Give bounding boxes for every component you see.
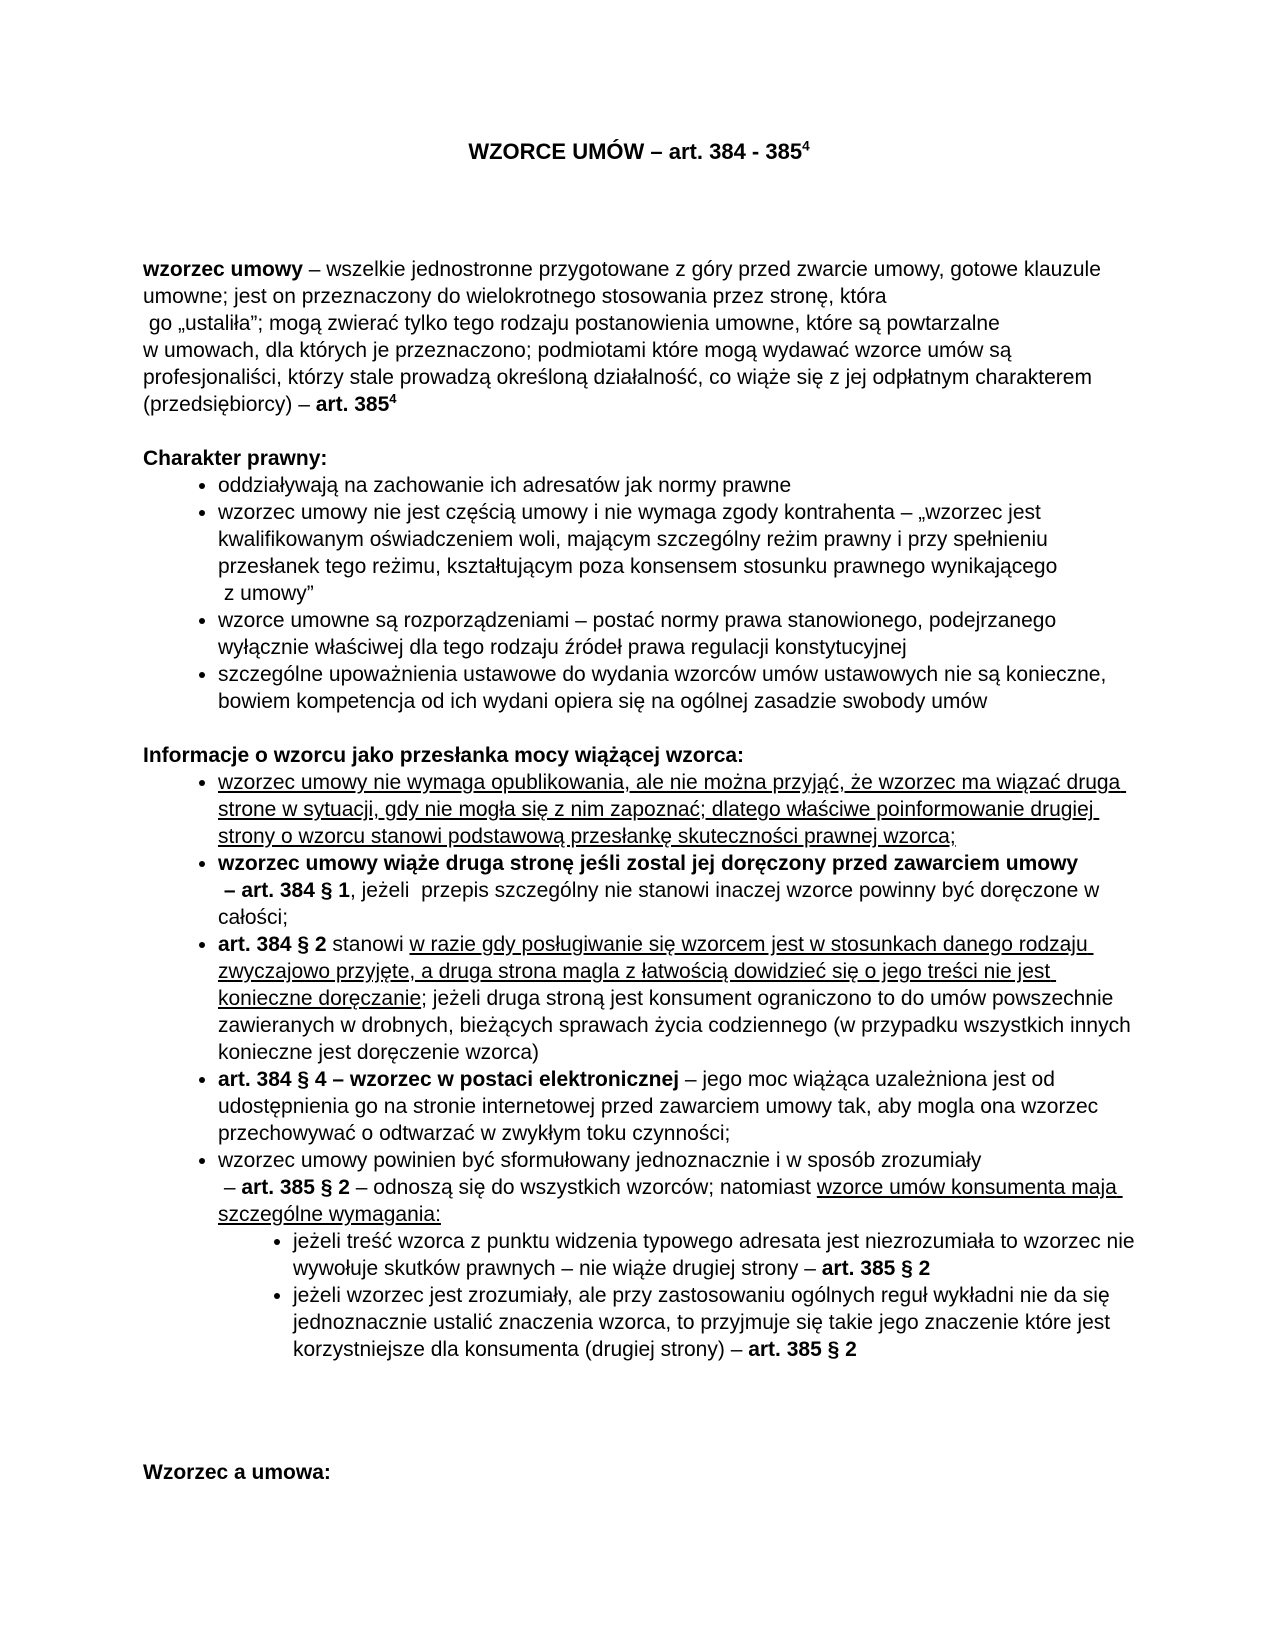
text-run: wzorzec umowy powinien być sformułowany jednoznacznie i w sposób zrozumiały [218,1149,982,1172]
nested-bullet-list [218,1228,1141,1363]
text-run: art. 385 § 2 [748,1338,857,1361]
text-run: szczególne upoważnienia ustawowe do wydania wzorców umów ustawowych nie są konieczne, bowiem kompetencja od ich wydani opiera się na ogólnej zasadzie swobody umów [218,663,1113,713]
text-run: wzorzec umowy nie wymaga opublikowania, ale nie można przyjąć, że wzorzec ma wiązać druga strone w sytuacji, gdy nie mogła się z nim zapoznać; dlatego właściwe poinformowanie drugiej strony o wzorcu stanowi podstawową przesłankę skuteczności prawnej wzorca; [218,771,1127,848]
text-run: – [218,1176,242,1199]
text-run: wzorzec umowy wiąże druga stronę jeśli zostal jej doręczony przed zawarciem umowy [218,852,1079,875]
text-run: – jego moc wiążąca uzależniona jest od udostępnienia go na stronie internetowej przed zawarciem umowy tak, aby mogla ona wzorzec przechowywać o odtwarzać w zwykłym toku czynności; [218,1068,1104,1145]
text-run: wzorce umów konsumenta maja szczególne wymagania: [218,1176,1123,1226]
text-run: WZORCE UMÓW – art. 384 - 385 [468,139,803,164]
bullet-item [293,1228,1141,1282]
text-run: wzorce umowne są rozporządzeniami – postać normy prawa stanowionego, podejrzanego wyłącznie właściwej dla tego rodzaju źródeł prawa regulacji konstytucyjnej [218,609,1062,659]
document-content [143,138,1141,1486]
section-heading [143,742,1135,769]
bullet-item [218,850,1135,931]
text-run: Informacje o wzorcu jako przesłanka mocy wiążącej wzorca: [143,744,745,767]
text-run: jeżeli wzorzec jest zrozumiały, ale przy zastosowaniu ogólnych reguł wykładni nie da się jednoznacznie ustalić znaczenia wzorca, to przyjmuje się takie jego znaczenie które jest korzystniejsze dla konsumenta (drugiej strony) – [293,1284,1116,1361]
text-run: Wzorzec a umowa: [143,1461,331,1484]
text-run: stanowi [326,933,410,956]
text-run: art. 385 § 2 [241,1176,350,1199]
bullet-item [218,499,1135,607]
text-run: ; jeżeli druga stroną jest konsument ograniczono to do umów powszechnie zawieranych w drobnych, bieżących sprawach życia codziennego (w przypadku wszystkich innych konieczne jest doręczenie wzorca) [218,987,1137,1064]
bullet-item [218,769,1135,850]
text-run: , jeżeli przepis szczególny nie stanowi inaczej wzorce powinny być doręczone w całości; [218,879,1106,929]
bullet-item [218,472,1135,499]
section-heading [143,1459,1135,1486]
bullet-item [218,931,1135,1066]
bullet-list [143,769,1141,1363]
text-run: jeżeli treść wzorca z punktu widzenia typowego adresata jest niezrozumiała to wzorzec nie wywołuje skutków prawnych – nie wiąże drugiej strony – [293,1230,1141,1280]
text-run: art. 384 § 2 [218,933,327,956]
text-run: art. 385 § 2 [821,1257,931,1280]
bullet-item [293,1282,1135,1363]
text-run: 4 [802,138,810,154]
text-run: – wszelkie jednostronne przygotowane z góry przed zwarcie umowy, gotowe klauzule umowne; jest on przeznaczony do wielokrotnego stosowania przez stronę, która [143,258,1107,308]
text-run: w umowach, dla których je przeznaczono; podmiotami które mogą wydawać wzorce umów są profesjonaliści, którzy stale prowadzą określoną działalność, co wiąże się z jej odpłatnym charakterem (przedsiębiorcy) – [143,339,1098,416]
text-run: oddziaływają na zachowanie ich adresatów jak normy prawne [218,474,792,497]
text-run: – odnoszą się do wszystkich wzorców; natomiast [349,1176,817,1199]
bullet-item [218,607,1135,661]
bullet-item [218,1147,1141,1363]
paragraph [143,256,1135,418]
document-title [143,138,1135,165]
bullet-list [143,472,1135,715]
text-run: – art. 384 § 1 [218,879,350,902]
bullet-item [218,1066,1135,1147]
text-run: art. 384 § 4 – wzorzec w postaci elektronicznej [218,1068,680,1091]
text-run: art. 385 [315,393,390,416]
text-run: 4 [389,391,397,406]
bullet-item [218,661,1135,715]
text-run: z umowy” [218,582,314,605]
text-run: w razie gdy posługiwanie się wzorcem jest w stosunkach danego rodzaju zwyczajowo przyjęte, a druga strona magla z łatwością dowidzieć się o jego treści nie jest konieczne doręczanie [218,933,1094,1010]
text-run: go „ustaliła”; mogą zwierać tylko tego rodzaju postanowienia umowne, które są powtarzalne [143,312,1000,335]
text-run: wzorzec umowy [143,258,303,281]
section-heading [143,445,1135,472]
text-run: wzorzec umowy nie jest częścią umowy i nie wymaga zgody kontrahenta – „wzorzec jest kwalifikowanym oświadczeniem woli, mającym szczególny reżim prawny i przy spełnieniu przesłanek tego reżimu, kształtującym poza konsensem stosunku prawnego wynikającego [218,501,1058,578]
text-run: Charakter prawny: [143,447,328,470]
